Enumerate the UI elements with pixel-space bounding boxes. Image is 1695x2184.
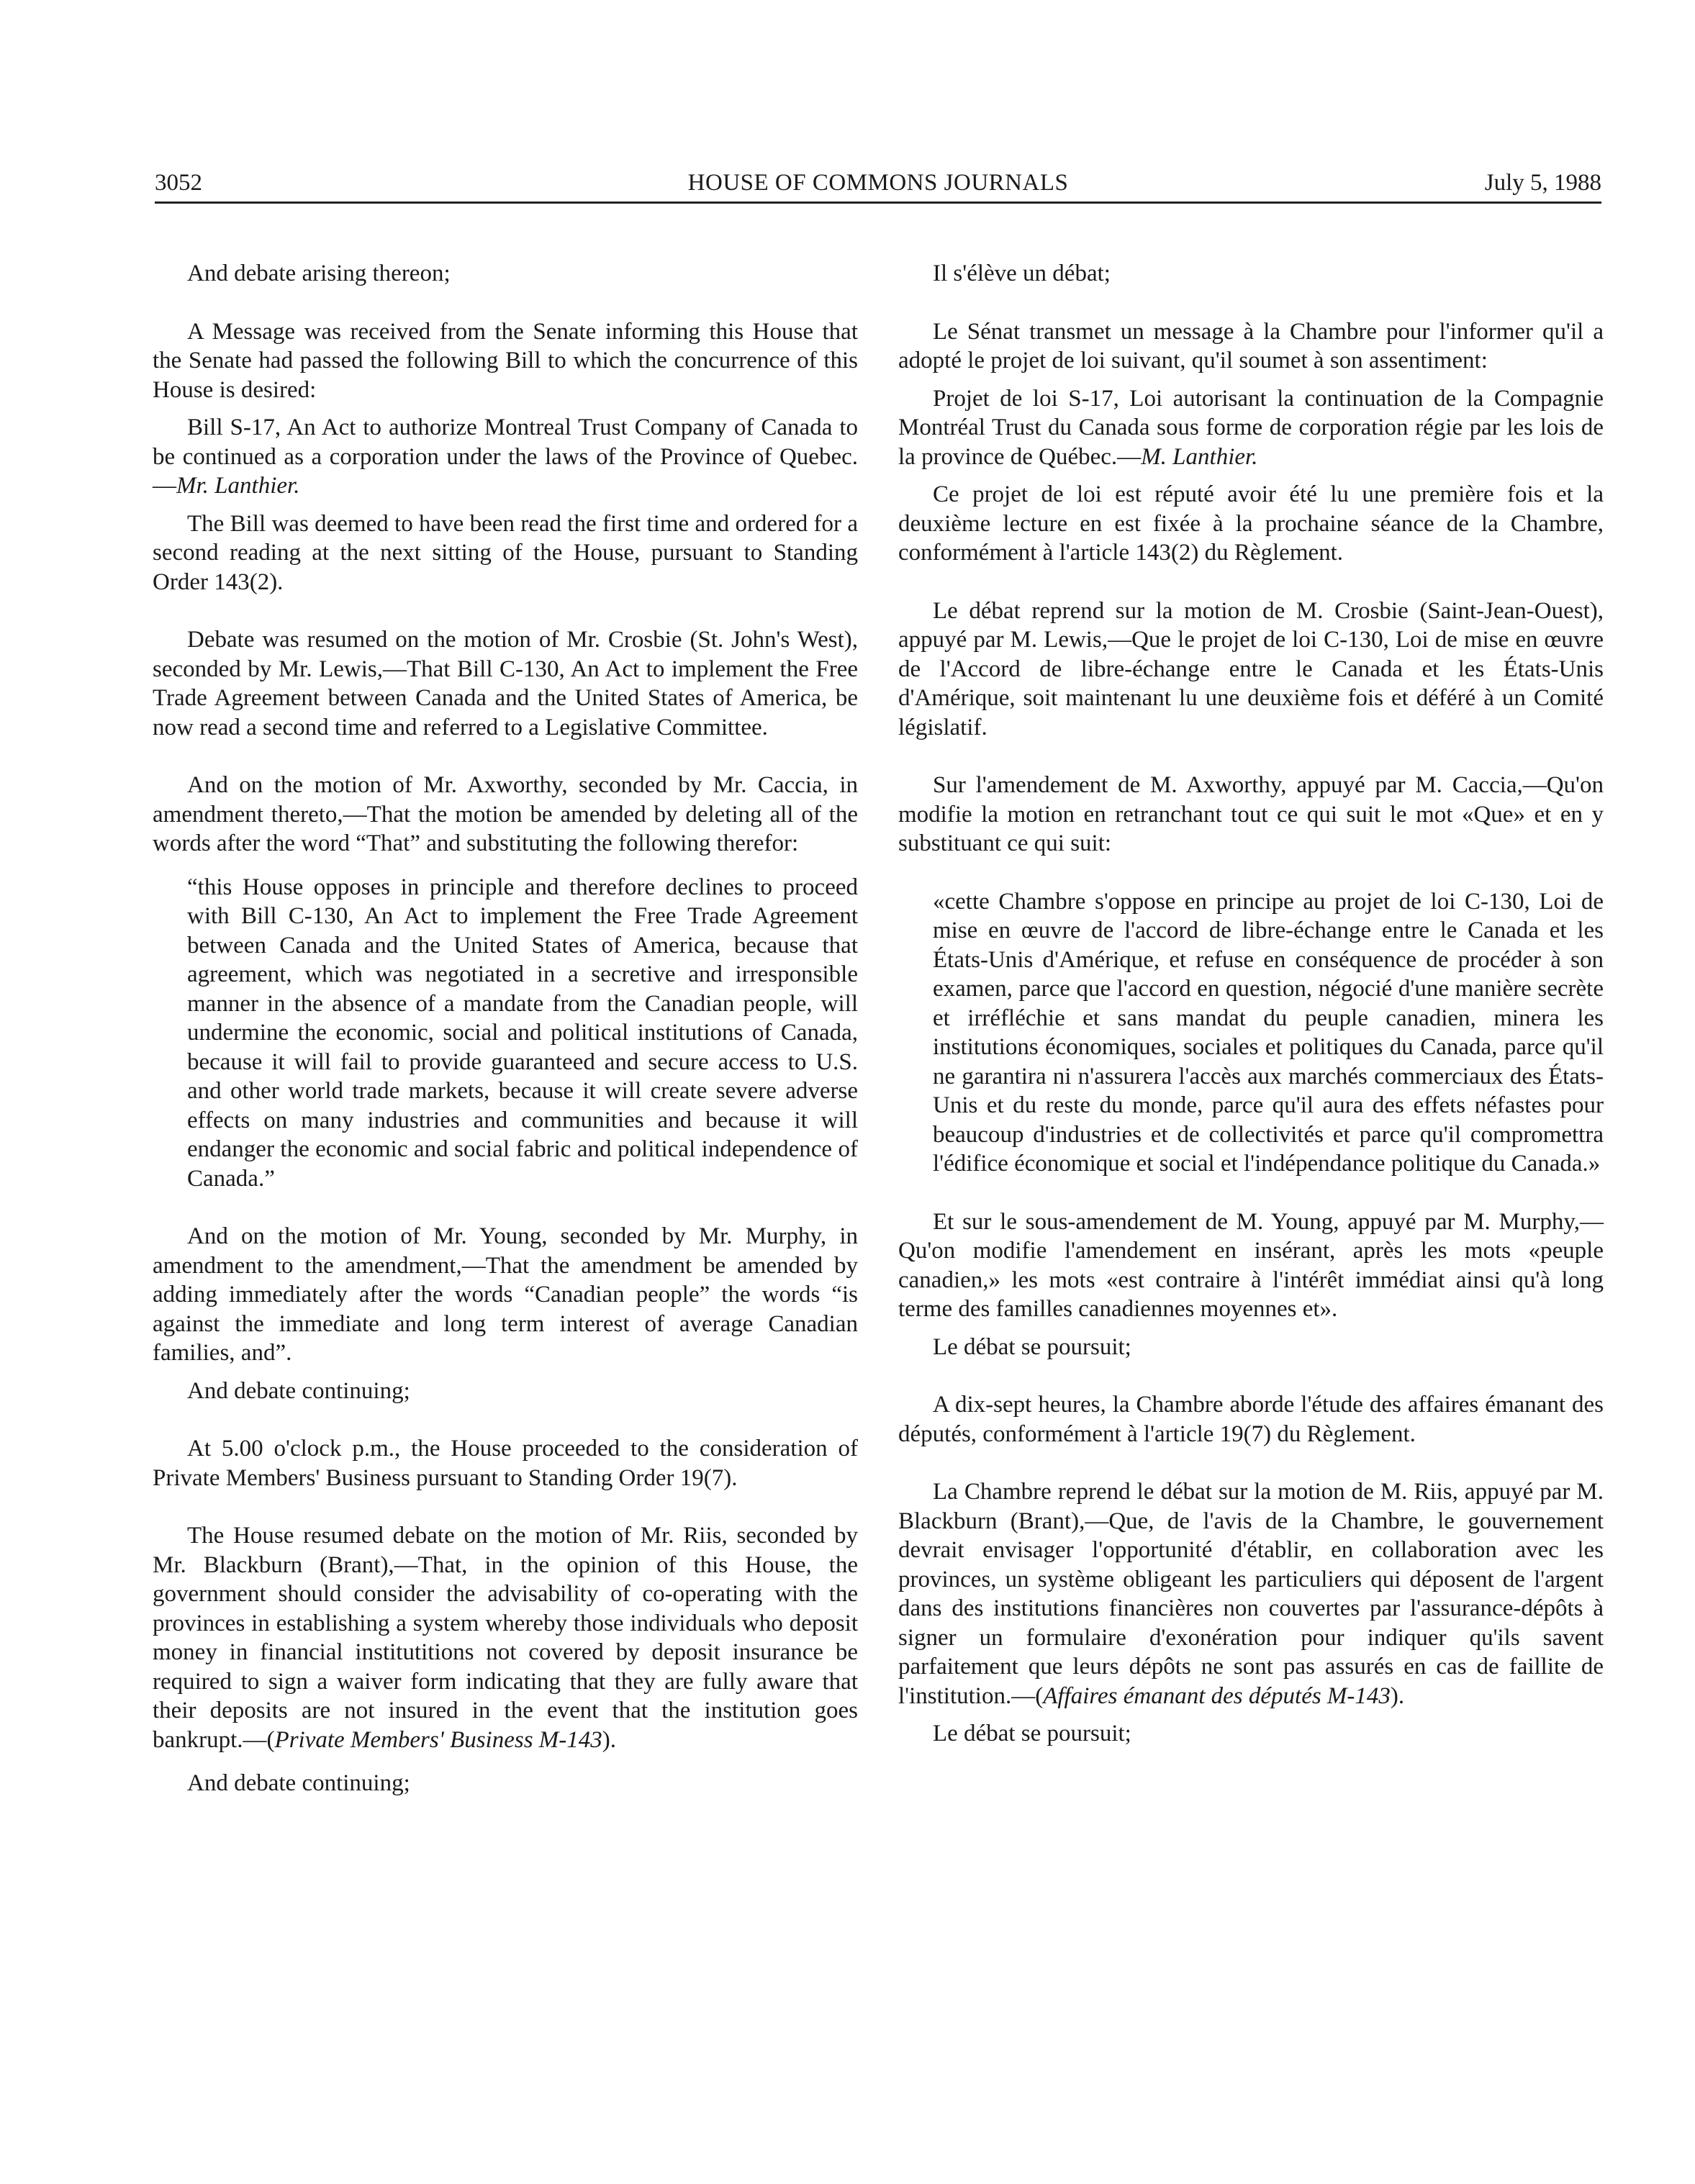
english-column [153,259,858,1798]
en-paragraph [153,1521,858,1754]
fr-paragraph: A dix-sept heures, la Chambre aborde l'étude des affaires émanant des députés, conformément à l'article 19(7) du Règlement. [898,1392,1604,1447]
fr-bill-text: Projet de loi S-17, Loi autorisant la continuation de la Compagnie Montréal Trust du Canada sous forme de corporation régie par les lois de la province de Québec.— [898,385,1604,470]
fr-quoted-amendment: «cette Chambre s'oppose en principe au projet de loi C-130, Loi de mise en œuvre de l'accord de libre-échange entre le Canada et les États-Unis d'Amérique, et refuse en conséquence de procéder à son examen, parce que l'accord en question, négocié d'une manière secrète et irréfléchie et sans mandat du peuple canadien, minera les institutions économiques, sociales et politiques du Canada, parce qu'il ne garantira ni n'assurera l'accès aux marchés commerciaux des États-Unis et du reste du monde, parce qu'il aura des effets néfastes pour beaucoup d'industries et de collectivités et parce qu'il compromettra l'édifice économique et social et l'indépendance politique du Canada.» [933,888,1604,1177]
fr-paragraph: Le débat se poursuit; [933,1721,1131,1746]
page-header [155,164,1601,204]
fr-paragraph [898,384,1604,472]
fr-paragraph: Sur l'amendement de M. Axworthy, appuyé par M. Caccia,—Qu'on modifie la motion en retranchant tout ce qui suit le mot «Que» et en y substituant ce qui suit: [898,772,1604,856]
en-paragraph: And debate continuing; [187,1770,410,1796]
en-motion-text: The House resumed debate on the motion of Mr. Riis, seconded by Mr. Blackburn (Brant),—That, in the opinion of this House, the government should consider the advisability of co-operating with the provinces in establishing a system whereby those individuals who deposit money in financial institutitions not covered by deposit insurance be required to sign a waiver form indicating that they are fully aware that their deposits are not insured in the event that the institution goes bankrupt.—( [153,1523,858,1753]
en-sponsor: Mr. Lanthier. [176,473,300,499]
fr-paragraph [898,1477,1604,1711]
journal-title: HOUSE OF COMMONS JOURNALS [687,170,1069,196]
fr-motion-ref: Affaires émanant des députés M-143 [1043,1682,1391,1709]
journal-date: July 5, 1988 [1484,170,1601,196]
en-paragraph: Debate was resumed on the motion of Mr. Crosbie (St. John's West), seconded by Mr. Lewis,—That Bill C-130, An Act to implement the Free Trade Agreement between Canada and the United States of America, be now read a second time and referred to a Legislative Committee. [153,627,858,740]
en-paragraph: A Message was received from the Senate informing this House that the Senate had passed the following Bill to which the concurrence of this House is desired: [153,318,858,403]
fr-paragraph: Le Sénat transmet un message à la Chambre pour l'informer qu'il a adopté le projet de loi suivant, qu'il soumet à son assentiment: [898,318,1604,373]
fr-motion-end: ). [1390,1682,1405,1709]
en-paragraph: And debate continuing; [187,1377,410,1404]
fr-paragraph: Il s'élève un débat; [933,260,1111,286]
en-paragraph: The Bill was deemed to have been read the first time and ordered for a second reading at the next sitting of the House, pursuant to Standing Order 143(2). [153,510,858,595]
en-bill-text: Bill S-17, An Act to authorize Montreal Trust Company of Canada to be continued as a corporation under the laws of the Province of Quebec.— [153,414,858,499]
fr-paragraph: Et sur le sous-amendement de M. Young, appuyé par M. Murphy,—Qu'on modifie l'amendement en insérant, après les mots «peuple canadien,» les mots «est contraire à l'intérêt immédiat ainsi qu'à long terme des familles canadiennes moyennes et». [898,1208,1604,1322]
en-paragraph: And debate arising thereon; [187,260,451,286]
en-paragraph [153,413,858,501]
fr-paragraph: Le débat se poursuit; [933,1333,1131,1360]
french-column [898,259,1604,1749]
en-motion-ref: Private Members' Business M-143 [274,1726,602,1753]
en-quoted-amendment: “this House opposes in principle and therefore declines to proceed with Bill C-130, An Act to implement the Free Trade Agreement between Canada and the United States of America, because that agreement, which was negotiated in a secretive and irresponsible manner in the absence of a mandate from the Canadian people, will undermine the economic, social and political institutions of Canada, because it will fail to provide guaranteed and secure access to U.S. and other world trade markets, because it will create severe adverse effects on many industries and communities and because it will endanger the economic and social fabric and political independence of Canada.” [187,874,858,1192]
page-number: 3052 [155,170,202,196]
fr-motion-text: La Chambre reprend le débat sur la motion de M. Riis, appuyé par M. Blackburn (Brant),—Que, de l'avis de la Chambre, le gouvernement devrait envisager l'opportunité d'établir, en collaboration avec les provinces, un système obligeant les particuliers qui déposent de l'argent dans des institutions financières non couvertes par l'assurance-dépôts à signer un formulaire d'exonération pour indiquer qu'ils savent parfaitement que leurs dépôts ne sont pas assurés en cas de faillite de l'institution.—( [898,1479,1604,1709]
fr-sponsor: M. Lanthier. [1141,443,1258,470]
en-motion-end: ). [602,1726,617,1753]
fr-paragraph: Le débat reprend sur la motion de M. Crosbie (Saint-Jean-Ouest), appuyé par M. Lewis,—Que le projet de loi C-130, Loi de mise en œuvre de l'Accord de libre-échange entre le Canada et les États-Unis d'Amérique, soit maintenant lu une deuxième fois et déféré à un Comité législatif. [898,597,1604,740]
en-paragraph: And on the motion of Mr. Axworthy, seconded by Mr. Caccia, in amendment thereto,—That the motion be amended by deleting all of the words after the word “That” and substituting the following therefor: [153,772,858,856]
en-paragraph: And on the motion of Mr. Young, seconded by Mr. Murphy, in amendment to the amendment,—That the amendment be amended by adding immediately after the words “Canadian people” the words “is against the immediate and long term interest of average Canadian families, and”. [153,1223,858,1366]
fr-paragraph: Ce projet de loi est réputé avoir été lu une première fois et la deuxième lecture en est fixée à la prochaine séance de la Chambre, conformément à l'article 143(2) du Règlement. [898,481,1604,566]
en-paragraph: At 5.00 o'clock p.m., the House proceeded to the consideration of Private Members' Business pursuant to Standing Order 19(7). [153,1436,858,1491]
